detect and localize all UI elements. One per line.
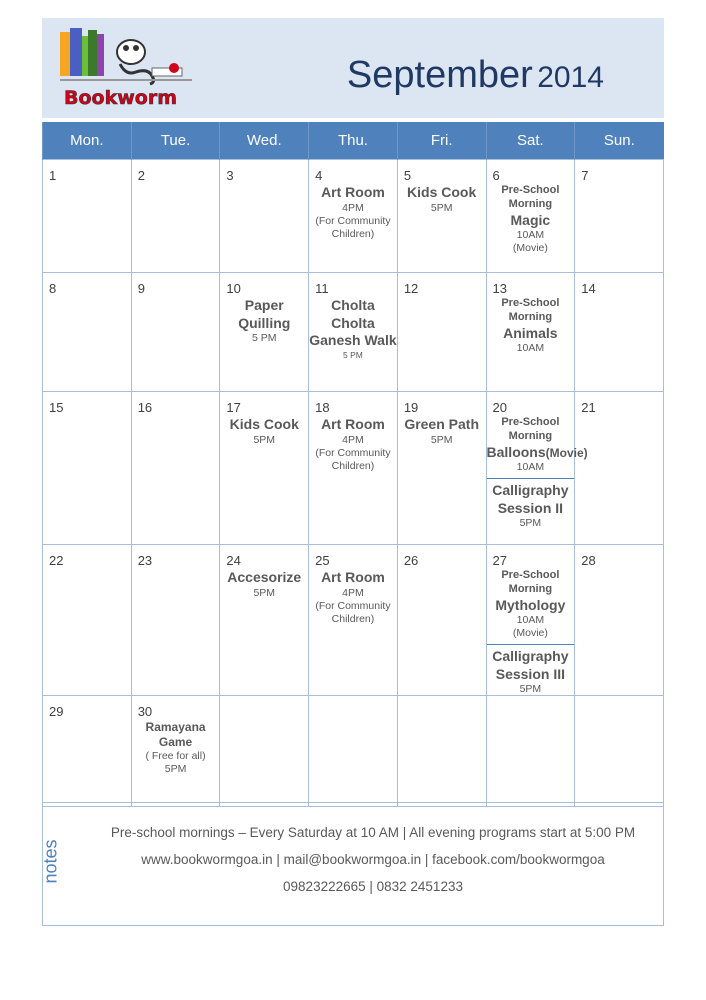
day-cell-content [398,696,486,806]
day-number: 28 [581,553,596,568]
day-cell [220,545,309,696]
day-cell-content [398,160,486,272]
day-cell [131,273,220,392]
event-title: Balloons(Movie) [486,443,588,460]
week-row [43,160,664,273]
day-number: 19 [403,400,419,415]
event [487,297,575,355]
day-cell-content [309,392,397,544]
day-cell [575,392,664,545]
event-title: Mythology [495,596,566,613]
event-title: Magic [510,211,551,228]
weekday-4: Fri. [397,122,486,160]
event-time: 10AM [516,614,545,626]
day-cell [43,160,132,273]
day-number: 26 [403,553,419,568]
day-cell-content [398,545,486,695]
event-time: 10AM [516,342,545,354]
event-title: Calligraphy Session III [492,648,569,682]
day-cell-content [132,696,220,806]
event [486,416,588,474]
event-note: ( Free for all) [145,750,206,762]
day-cell-content [43,545,131,695]
day-cell-content [575,273,663,391]
notes-box [42,802,664,926]
day-cell-content [398,273,486,391]
day-number: 4 [315,168,323,183]
event-title: Animals [503,324,558,341]
day-cell-content [132,273,220,391]
day-number: 9 [137,281,145,296]
event [487,184,575,255]
event-series: Pre-School Morning [501,297,560,323]
event-title: Paper Quilling [238,297,291,331]
day-number: 22 [49,553,64,568]
day-cell-content [487,160,575,272]
day-cell [43,392,132,545]
event-time: 4PM [342,201,364,214]
day-cell [220,696,309,807]
event-title: Calligraphy Session II [492,482,569,516]
day-cell [309,696,398,807]
day-cell-content [220,273,308,391]
event-title: Art Room [321,569,385,585]
day-cell-content [575,392,663,544]
day-cell-content [487,273,575,391]
day-cell-content [132,545,220,695]
event-time: 5PM [519,517,542,530]
event [309,416,397,473]
event-title: Kids Cook [229,416,299,432]
event [220,297,308,345]
event-series: Pre-School Morning [501,569,560,595]
notes-label: notes [40,839,61,884]
day-number: 25 [315,553,330,568]
day-cell [486,392,588,545]
day-cell-content [220,392,308,544]
day-number: 23 [137,553,153,568]
event [309,569,397,626]
day-cell [220,273,309,392]
day-cell [43,273,132,392]
day-cell [397,696,486,807]
month-title [347,54,604,97]
event-title: Accesorize [227,569,302,585]
week-row [43,392,664,545]
day-cell [397,273,486,392]
month-name: September [346,54,533,96]
event [398,416,486,447]
day-cell-content [487,696,575,806]
weekday-6: Sun. [575,122,664,160]
day-number: 16 [137,400,153,415]
logo-text: Bookworm [64,87,177,109]
day-cell [486,545,575,696]
day-cell-content [487,545,575,695]
week-row [43,545,664,696]
day-number: 14 [581,281,596,296]
weekday-0: Mon. [43,122,132,160]
event-series: Pre-School Morning [501,416,560,442]
event-time: 5 PM [343,349,363,360]
day-number: 21 [581,400,596,415]
day-cell [309,545,398,696]
event-note: (For Community Children) [315,446,391,472]
day-cell-content [220,696,308,806]
event-time: 4PM [342,433,364,446]
event-time: 5PM [430,433,453,446]
day-number: 27 [492,553,507,568]
event-series: Pre-School Morning [501,184,560,210]
day-cell [131,696,220,807]
day-number: 3 [226,168,234,183]
day-cell [397,545,486,696]
day-cell-content [132,160,220,272]
day-cell-content [575,696,663,806]
day-number: 24 [226,553,241,568]
day-cell-content [575,160,663,272]
day-cell-content [220,545,308,695]
day-number: 12 [403,281,419,296]
week-row [43,696,664,807]
day-cell-content [220,160,308,272]
day-number: 5 [403,168,412,183]
day-number: 18 [315,400,330,415]
event-time: 5PM [519,683,542,696]
event-note: (Movie) [512,242,548,255]
weekday-2: Wed. [220,122,309,160]
weekday-header-row [43,122,664,160]
event-time: 5PM [430,201,453,214]
event-time: 5PM [253,433,276,446]
day-cell [575,696,664,807]
day-cell [43,545,132,696]
event-time: 5PM [253,586,276,599]
day-number: 10 [226,281,241,296]
day-cell [575,160,664,273]
calendar-header [42,18,664,118]
day-number: 29 [49,704,64,719]
event [132,720,220,776]
event-time: 10AM [516,461,545,473]
calendar-grid [42,122,664,807]
day-cell [309,273,398,392]
day-cell [131,160,220,273]
weekday-1: Tue. [131,122,220,160]
day-cell [309,392,398,545]
event-title: Kids Cook [407,184,477,200]
day-cell [486,273,575,392]
day-number: 20 [492,400,507,415]
event [487,478,575,530]
day-cell-content [309,273,397,391]
year: 2014 [537,61,604,94]
day-cell [575,545,664,696]
day-cell [43,696,132,807]
event-time: 5PM [164,763,187,776]
day-cell [486,696,575,807]
day-cell [397,392,486,545]
day-cell [131,545,220,696]
event-note: (For Community Children) [315,599,391,625]
event [220,569,308,600]
event-title: Art Room [321,184,385,200]
event [487,644,575,696]
day-cell [220,392,309,545]
day-cell-content [43,392,131,544]
event-note: (Movie) [512,627,548,640]
day-number: 8 [49,281,57,296]
notes-schedule: Pre-school mornings – Every Saturday at 10 AM | All evening programs start at 5:00 PM [110,825,636,840]
event-title: Ramayana Game [145,720,206,749]
day-cell [131,392,220,545]
day-cell-content [43,160,131,272]
day-cell-content [309,160,397,272]
notes-contacts: www.bookwormgoa.in | mail@bookwormgoa.in | facebook.com/bookwormgoa [141,852,605,867]
day-cell [575,273,664,392]
weekday-5: Sat. [486,122,575,160]
day-number: 2 [137,168,145,183]
day-number: 7 [581,168,589,183]
day-cell-content [575,545,663,695]
event-suffix: (Movie) [545,445,588,460]
event-title: Art Room [321,416,385,432]
day-cell-content [398,392,486,544]
notes-phones: 09823222665 | 0832 2451233 [283,879,463,894]
day-cell-content [43,273,131,391]
day-cell [309,160,398,273]
event-time: 10AM [516,229,545,241]
event [220,416,308,447]
weekday-3: Thu. [309,122,398,160]
event-time: 5 PM [252,332,277,344]
event-title: Green Path [404,416,480,432]
day-cell-content [43,696,131,806]
week-row [43,273,664,392]
event [309,297,397,360]
event-note: (For Community Children) [315,214,391,240]
event-time: 4PM [342,586,364,599]
event [398,184,486,215]
day-cell-content [309,545,397,695]
day-cell-content [309,696,397,806]
bookworm-logo [56,24,206,112]
day-number: 13 [492,281,507,296]
day-number: 1 [49,168,57,183]
day-number: 17 [226,400,241,415]
day-cell-content [132,392,220,544]
day-number: 11 [315,281,329,296]
day-cell [486,160,575,273]
event-title: Cholta Cholta Ganesh Walk [309,297,397,348]
day-number: 30 [137,704,153,719]
day-number: 6 [492,168,500,183]
day-number: 15 [49,400,64,415]
event [487,569,575,640]
event [309,184,397,241]
day-cell [397,160,486,273]
day-cell [220,160,309,273]
day-cell-content [486,392,588,544]
